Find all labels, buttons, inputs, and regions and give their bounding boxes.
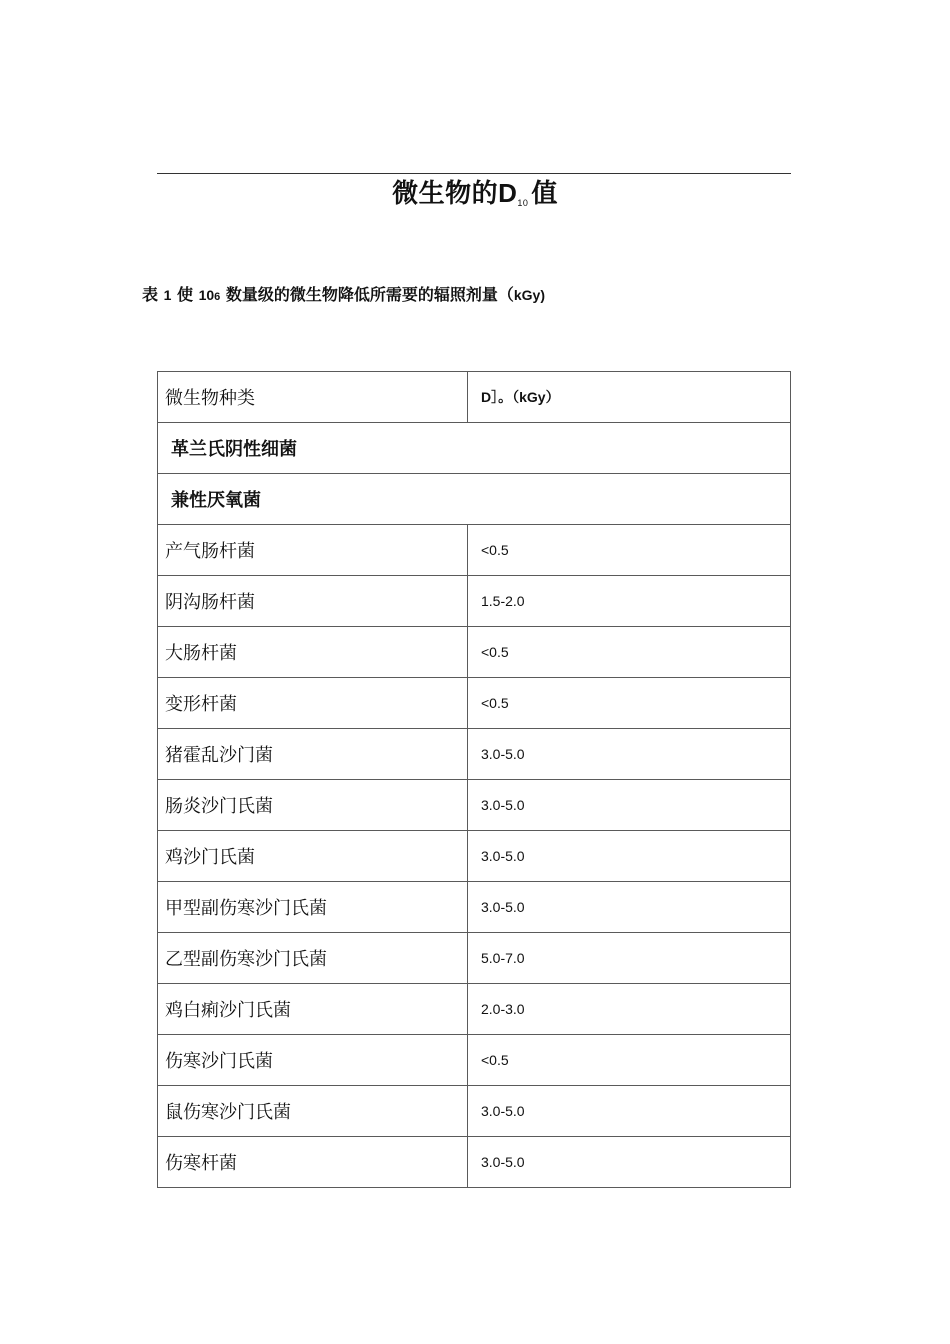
title-end: 值 xyxy=(531,179,558,209)
species-name: 伤寒杆菌 xyxy=(158,1137,468,1188)
table-row xyxy=(158,780,791,831)
table-caption xyxy=(142,284,545,308)
title-d: D xyxy=(498,178,518,208)
table-row xyxy=(158,678,791,729)
species-name: 伤寒沙门氏菌 xyxy=(158,1035,468,1086)
species-name: 肠炎沙门氏菌 xyxy=(158,780,468,831)
d10-value: 3.0-5.0 xyxy=(468,780,791,831)
caption-mid: 使 xyxy=(176,285,193,304)
species-name: 产气肠杆菌 xyxy=(158,525,468,576)
table-header-row xyxy=(158,372,791,423)
d10-value: 3.0-5.0 xyxy=(468,1086,791,1137)
group-gram-negative: 革兰氏阴性细菌 xyxy=(158,423,791,474)
species-name: 鸡沙门氏菌 xyxy=(158,831,468,882)
d10-value: <0.5 xyxy=(468,1035,791,1086)
table-row xyxy=(158,984,791,1035)
table-row xyxy=(158,1086,791,1137)
d10-table xyxy=(157,371,791,1188)
d10-value: 3.0-5.0 xyxy=(468,1137,791,1188)
caption-table-number: 1 xyxy=(163,287,172,303)
caption-rest: 数量级的微生物降低所需要的辐照剂量（ xyxy=(225,285,514,304)
species-name: 大肠杆菌 xyxy=(158,627,468,678)
caption-number-exp: 6 xyxy=(214,291,221,303)
d10-value: <0.5 xyxy=(468,627,791,678)
species-name: 阴沟肠杆菌 xyxy=(158,576,468,627)
top-rule xyxy=(157,173,791,174)
species-name: 猪霍乱沙门菌 xyxy=(158,729,468,780)
table-row xyxy=(158,627,791,678)
d10-value: 3.0-5.0 xyxy=(468,882,791,933)
table-row xyxy=(158,882,791,933)
d10-value: 5.0-7.0 xyxy=(468,933,791,984)
d10-value: 1.5-2.0 xyxy=(468,576,791,627)
table-row xyxy=(158,1035,791,1086)
table-row xyxy=(158,1137,791,1188)
group-row xyxy=(158,423,791,474)
table-row xyxy=(158,831,791,882)
d10-value: 3.0-5.0 xyxy=(468,831,791,882)
title-subscript: 10 xyxy=(517,198,529,208)
d10-value: 3.0-5.0 xyxy=(468,729,791,780)
caption-unit: kGy) xyxy=(513,287,545,303)
caption-number-base: 10 xyxy=(198,287,215,303)
d10-value: <0.5 xyxy=(468,525,791,576)
species-name: 鸡白痢沙门氏菌 xyxy=(158,984,468,1035)
title-main: 微生物的 xyxy=(392,179,499,209)
species-name: 乙型副伤寒沙门氏菌 xyxy=(158,933,468,984)
header-d10: D］。（kGy） xyxy=(468,372,791,423)
page-title xyxy=(0,176,950,220)
species-name: 鼠伤寒沙门氏菌 xyxy=(158,1086,468,1137)
d10-value: 2.0-3.0 xyxy=(468,984,791,1035)
header-species: 微生物种类 xyxy=(158,372,468,423)
species-name: 甲型副伤寒沙门氏菌 xyxy=(158,882,468,933)
table-row xyxy=(158,729,791,780)
caption-pre: 表 xyxy=(142,285,159,304)
group-facultative-anaerobe: 兼性厌氧菌 xyxy=(158,474,791,525)
table-row xyxy=(158,576,791,627)
species-name: 变形杆菌 xyxy=(158,678,468,729)
table-row xyxy=(158,933,791,984)
d10-value: <0.5 xyxy=(468,678,791,729)
table-row xyxy=(158,525,791,576)
group-row xyxy=(158,474,791,525)
